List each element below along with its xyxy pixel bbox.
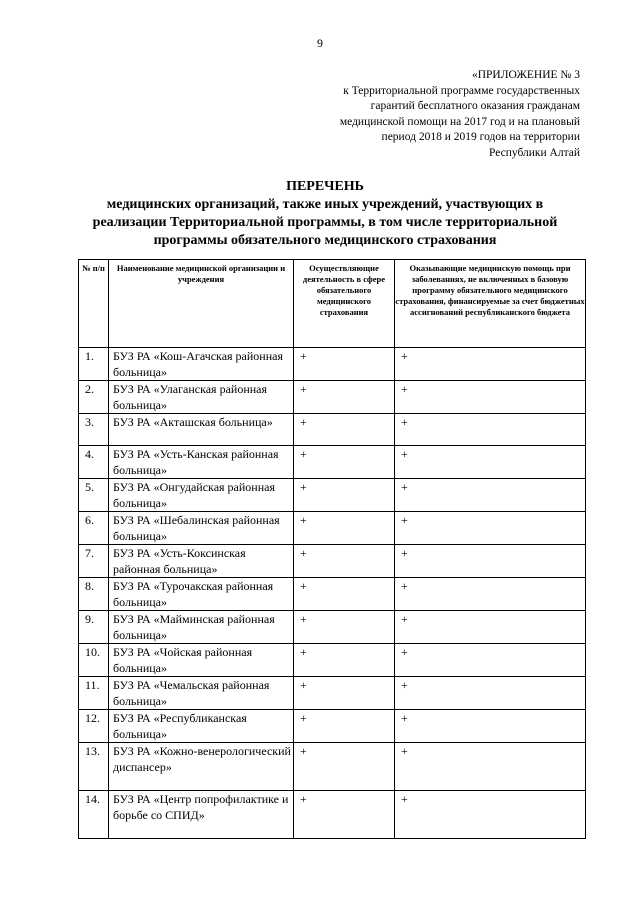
oms-mark: + — [294, 677, 395, 710]
table-row — [79, 578, 586, 611]
title-line: медицинских организаций, также иных учреждений, участвующих в — [106, 197, 544, 212]
row-number: 2. — [79, 381, 109, 414]
title-line: реализации Территориальной программы, в том числе территориальной — [92, 215, 558, 230]
organization-name: БУЗ РА «Турочакская районная больница» — [109, 578, 294, 611]
appendix-line: Республики Алтай — [488, 146, 580, 159]
budget-mark: + — [395, 512, 586, 545]
row-number: 13. — [79, 743, 109, 791]
table-row — [79, 611, 586, 644]
row-number: 5. — [79, 479, 109, 512]
table-row — [79, 545, 586, 578]
budget-mark: + — [395, 414, 586, 446]
row-number: 11. — [79, 677, 109, 710]
oms-mark: + — [294, 743, 395, 791]
budget-mark: + — [395, 578, 586, 611]
budget-mark: + — [395, 710, 586, 743]
organization-name: БУЗ РА «Чемальская районная больница» — [109, 677, 294, 710]
organization-name: БУЗ РА «Акташская больница» — [109, 414, 294, 446]
budget-mark: + — [395, 644, 586, 677]
oms-mark: + — [294, 348, 395, 381]
organization-name: БУЗ РА «Онгудайская районная больница» — [109, 479, 294, 512]
table-row — [79, 414, 586, 446]
budget-mark: + — [395, 381, 586, 414]
organization-name: БУЗ РА «Кош-Агачская районная больница» — [109, 348, 294, 381]
header-name: Наименование медицинской организации и учреждения — [109, 260, 294, 348]
organization-name: БУЗ РА «Майминская районная больница» — [109, 611, 294, 644]
row-number: 8. — [79, 578, 109, 611]
document-title — [70, 178, 580, 250]
table-header-row — [79, 260, 586, 348]
oms-mark: + — [294, 710, 395, 743]
row-number: 10. — [79, 644, 109, 677]
oms-mark: + — [294, 545, 395, 578]
oms-mark: + — [294, 611, 395, 644]
row-number: 9. — [79, 611, 109, 644]
title-line: ПЕРЕЧЕНЬ — [286, 179, 364, 194]
organizations-table — [78, 259, 586, 839]
row-number: 7. — [79, 545, 109, 578]
title-line: программы обязательного медицинского страхования — [153, 233, 497, 248]
row-number: 6. — [79, 512, 109, 545]
header-number: № п/п — [79, 260, 109, 348]
organization-name: БУЗ РА «Шебалинская районная больница» — [109, 512, 294, 545]
header-budget: Оказывающие медицинскую помощь при заболеваниях, не включенных в базовую программу обязательного медицинского страхования, финансируемые за счет бюджетных ассигнований республиканского бюджета — [395, 260, 586, 348]
row-number: 1. — [79, 348, 109, 381]
appendix-line: гарантий бесплатного оказания гражданам — [370, 100, 580, 113]
oms-mark: + — [294, 446, 395, 479]
oms-mark: + — [294, 381, 395, 414]
oms-mark: + — [294, 791, 395, 839]
organization-name: БУЗ РА «Чойская районная больница» — [109, 644, 294, 677]
table-row — [79, 743, 586, 791]
table-row — [79, 446, 586, 479]
budget-mark: + — [395, 677, 586, 710]
appendix-line: к Территориальной программе государственных — [343, 84, 580, 97]
row-number: 4. — [79, 446, 109, 479]
organization-name: БУЗ РА «Усть-Канская районная больница» — [109, 446, 294, 479]
oms-mark: + — [294, 512, 395, 545]
budget-mark: + — [395, 545, 586, 578]
organization-name: БУЗ РА «Республиканская больница» — [109, 710, 294, 743]
table-row — [79, 479, 586, 512]
row-number: 12. — [79, 710, 109, 743]
organization-name: БУЗ РА «Усть-Коксинская районная больница» — [109, 545, 294, 578]
table-row — [79, 381, 586, 414]
table-row — [79, 512, 586, 545]
oms-mark: + — [294, 479, 395, 512]
budget-mark: + — [395, 446, 586, 479]
appendix-line: период 2018 и 2019 годов на территории — [381, 131, 580, 144]
table-row — [79, 348, 586, 381]
organization-name: БУЗ РА «Центр попрофилактике и борьбе со СПИД» — [109, 791, 294, 839]
row-number: 14. — [79, 791, 109, 839]
appendix-line: «ПРИЛОЖЕНИЕ № 3 — [471, 69, 580, 81]
page-number: 9 — [317, 36, 323, 50]
oms-mark: + — [294, 644, 395, 677]
table-row — [79, 791, 586, 839]
budget-mark: + — [395, 791, 586, 839]
oms-mark: + — [294, 578, 395, 611]
row-number: 3. — [79, 414, 109, 446]
organization-name: БУЗ РА «Улаганская районная больница» — [109, 381, 294, 414]
table-row — [79, 710, 586, 743]
budget-mark: + — [395, 348, 586, 381]
budget-mark: + — [395, 743, 586, 791]
budget-mark: + — [395, 611, 586, 644]
appendix-note — [260, 68, 580, 162]
budget-mark: + — [395, 479, 586, 512]
header-oms: Осуществляющие деятельность в сфере обязательного медицинского страхования — [294, 260, 395, 348]
oms-mark: + — [294, 414, 395, 446]
table-row — [79, 677, 586, 710]
appendix-line: медицинской помощи на 2017 год и на плановый — [339, 115, 580, 128]
organization-name: БУЗ РА «Кожно-венерологический диспансер» — [109, 743, 294, 791]
table-row — [79, 644, 586, 677]
